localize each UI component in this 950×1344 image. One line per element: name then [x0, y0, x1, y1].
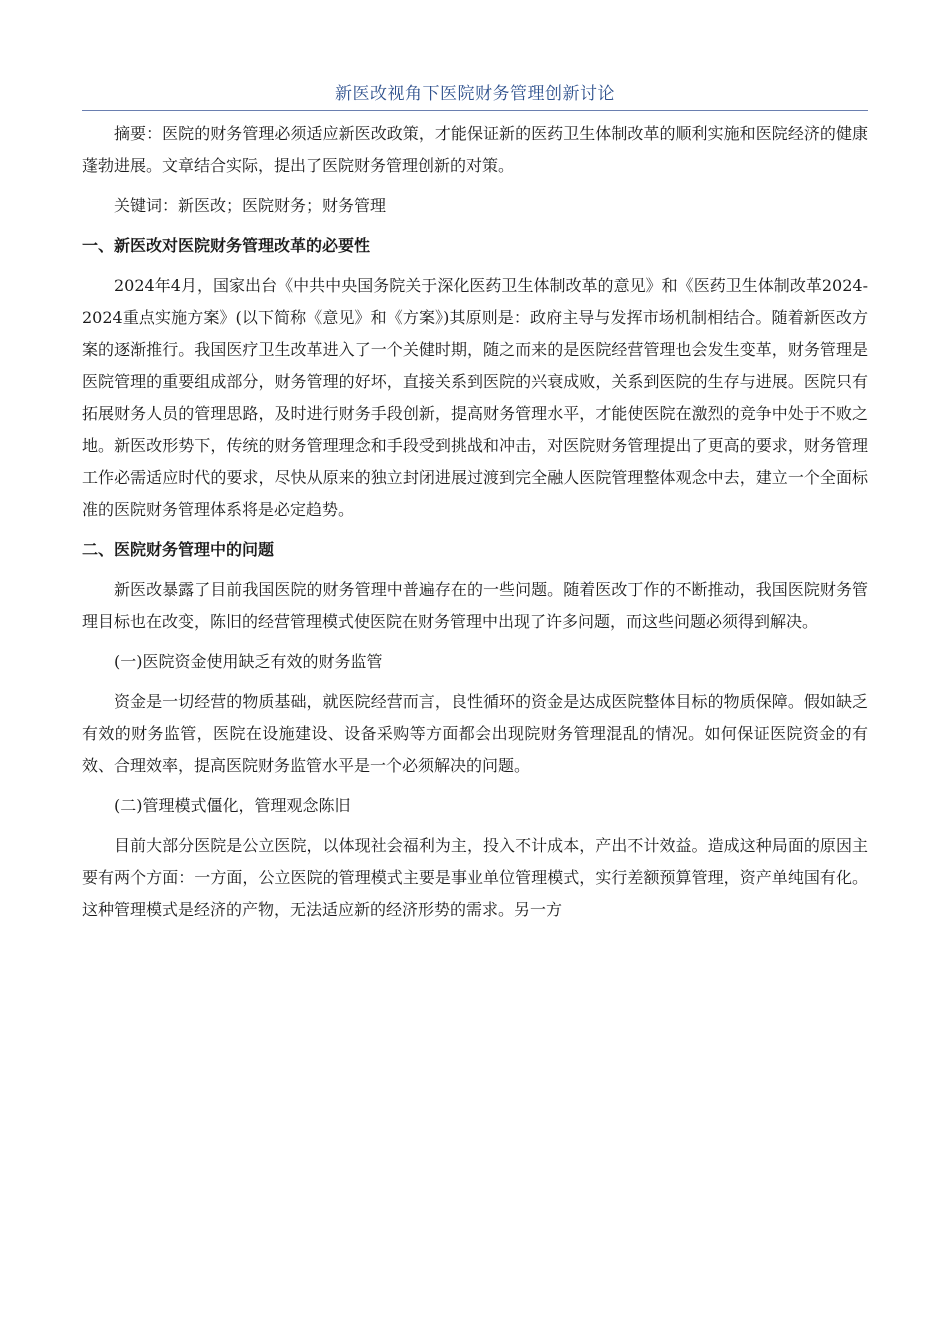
subsection-heading-1: (一)医院资金使用缺乏有效的财务监管 — [114, 652, 383, 671]
page-header — [82, 78, 868, 111]
keywords: 关键词：新医改；医院财务；财务管理 — [114, 196, 387, 215]
document-body — [82, 118, 868, 926]
subsection-heading-2: (二)管理模式僵化，管理观念陈旧 — [114, 796, 351, 815]
subsection-2-paragraph: 目前大部分医院是公立医院，以体现社会福利为主，投入不计成本，产出不计效益。造成这种局面的原因主要有两个方面：一方面，公立医院的管理模式主要是事业单位管理模式，实行差额预算管理，资产单纯国有化。这种管理模式是经济的产物，无法适应新的经济形势的需求。另一方 — [82, 836, 868, 919]
subsection-1-paragraph: 资金是一切经营的物质基础，就医院经营而言，良性循环的资金是达成医院整体目标的物质保障。假如缺乏有效的财务监管，医院在设施建设、设备采购等方面都会出现院财务管理混乱的情况。如何保证医院资金的有效、合理效率，提高医院财务监管水平是一个必须解决的问题。 — [82, 692, 868, 775]
section-1-paragraph: 2024年4月，国家出台《中共中央国务院关于深化医药卫生体制改革的意见》和《医药卫生体制改革2024-2024重点实施方案》(以下简称《意见》和《方案》)其原则是：政府主导与发挥市场机制相结合。随着新医改方案的逐渐推行。我国医疗卫生改革进入了一个关健时期，随之而来的是医院经营管理也会发生变革，财务管理是医院管理的重要组成部分，财务管理的好坏，直接关系到医院的兴衰成败，关系到医院的生存与进展。医院只有拓展财务人员的管理思路，及时进行财务手段创新，提高财务管理水平，才能使医院在激烈的竞争中处于不败之地。新医改形势下，传统的财务管理理念和手段受到挑战和冲击，对医院财务管理提出了更高的要求，财务管理工作必需适应时代的要求，尽快从原来的独立封闭进展过渡到完全融人医院管理整体观念中去，建立一个全面标准的医院财务管理体系将是必定趋势。 — [82, 276, 868, 519]
abstract: 摘要：医院的财务管理必须适应新医改政策，才能保证新的医药卫生体制改革的顺利实施和医院经济的健康蓬勃进展。文章结合实际，提出了医院财务管理创新的对策。 — [82, 124, 868, 175]
document-title: 新医改视角下医院财务管理创新讨论 — [335, 84, 615, 104]
section-heading-2: 二、医院财务管理中的问题 — [82, 540, 275, 559]
section-2-paragraph: 新医改暴露了目前我国医院的财务管理中普遍存在的一些问题。随着医改丁作的不断推动，我国医院财务管理目标也在改变，陈旧的经营管理模式使医院在财务管理中出现了许多问题，而这些问题必须得到解决。 — [82, 580, 868, 631]
section-heading-1: 一、新医改对医院财务管理改革的必要性 — [82, 236, 371, 255]
